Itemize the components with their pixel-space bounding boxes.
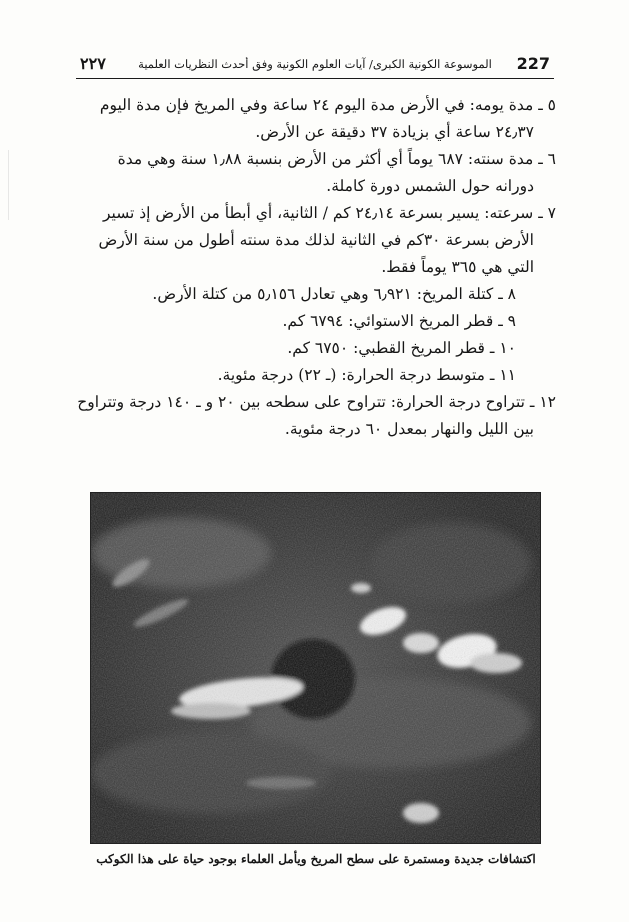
list-item: ١٠ ـ قطر المريخ القطبي: ٦٧٥٠ كم.	[287, 339, 516, 357]
list-item: ٦ ـ مدة سنته: ٦٨٧ يوماً أي أكثر من الأرض بنسبة ١٫٨٨ سنة وهي مدة دورانه حول الشمس دورة كاملة.	[117, 150, 556, 195]
mars-surface-image	[91, 493, 540, 843]
list-item: ٨ ـ كتلة المريخ: ٦٫٩٢١ وهي تعادل ٥٫١٥٦ من كتلة الأرض.	[152, 285, 516, 303]
scan-edge-mark	[8, 150, 19, 220]
list-item: ١١ ـ متوسط درجة الحرارة: (ـ ٢٢) درجة مئوية.	[217, 366, 516, 384]
running-title: الموسوعة الكونية الكبرى/ آيات العلوم الكونية وفق أحدث النظريات العلمية	[138, 57, 492, 71]
page-number-latin: 227	[516, 54, 550, 73]
list-item: ٥ ـ مدة يومه: في الأرض مدة اليوم ٢٤ ساعة وفي المريخ فإن مدة اليوم ٢٤٫٣٧ ساعة أي بزيادة ٣٧ دقيقة عن الأرض.	[99, 96, 556, 141]
body-text	[76, 92, 556, 443]
list-item: ١٢ ـ تتراوح درجة الحرارة: تتراوح على سطحه بين ٢٠ و ـ ١٤٠ درجة وتتراوح بين الليل والنهار بمعدل ٦٠ درجة مئوية.	[77, 393, 556, 438]
list-item: ٧ ـ سرعته: يسير بسرعة ٢٤٫١٤ كم / الثانية، أي أبطأ من الأرض إذ تسير الأرض بسرعة ٣٠كم في الثانية لذلك مدة سنته أطول من سنة الأرض التي هي ٣٦٥ يوماً فقط.	[98, 204, 556, 276]
page-number-arabic: ٢٢٧	[80, 54, 106, 73]
header-rule	[76, 78, 554, 79]
list-item: ٩ ـ قطر المريخ الاستوائي: ٦٧٩٤ كم.	[282, 312, 516, 330]
mars-surface-photo	[90, 492, 541, 844]
figure-caption: اكتشافات جديدة ومستمرة على سطح المريخ ويأمل العلماء بوجود حياة على هذا الكوكب	[96, 852, 536, 866]
running-header	[80, 54, 550, 76]
